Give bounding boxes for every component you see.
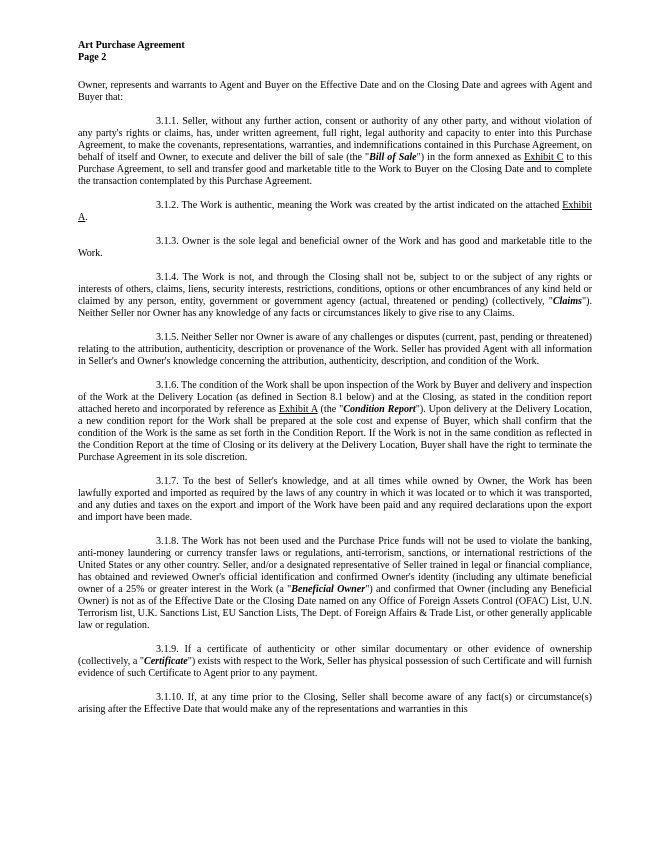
intro-paragraph: Owner, represents and warrants to Agent and Buyer on the Effective Date and on the Closing Date and agrees with Agent and Buyer that:	[78, 80, 592, 103]
section-3-1-6: 3.1.6. The condition of the Work shall be upon inspection of the Work by Buyer and delivery and inspection of the Work at the Delivery Location (as defined in Section 8.1 below) and at the Closing, as stated in the condition report attached hereto and incorporated by reference as Exhibit A (the "Condition Report"). Upon delivery at the Delivery Location, a new condition report for the Work shall be prepared at the sole cost and expense of Buyer, which shall confirm that the condition of the Work is the same as set forth in the Condition Report. If the Work is not in the same condition as reflected in the Condition Report at the time of Closing or its delivery at the Delivery Location, Buyer shall have the right to terminate the Purchase Agreement in its sole discretion.	[78, 380, 593, 463]
document-title: Art Purchase Agreement	[78, 40, 185, 51]
section-3-1-9: 3.1.9. If a certificate of authenticity or other similar documentary or other evidence of ownership (collectively, a "Certificate") exists with respect to the Work, Seller has physical possession of such Certificate and will furnish evidence of such Certificate to Agent prior to any payment.	[78, 644, 592, 679]
section-3-1-3: 3.1.3. Owner is the sole legal and beneficial owner of the Work and has good and marketable title to the Work.	[78, 236, 592, 259]
defined-term-bill-of-sale: Bill of Sale	[369, 152, 417, 163]
section-3-1-8: 3.1.8. The Work has not been used and the Purchase Price funds will not be used to violate the banking, anti-money laundering or currency transfer laws or regulations, anti-terrorism, sanctions, or international restrictions of the United States or any other country. Seller, and/or a designated representative of Seller trained in legal or financial compliance, has obtained and reviewed Owner's official identification and confirmed Owner's identity (including any ultimate beneficial owner of a 25% or greater interest in the Work (a "Beneficial Owner") and confirmed that Owner (including any Beneficial Owner) is not as of the Effective Date or the Closing Date named on any Office of Foreign Assets Control (OFAC) List, U.N. Terrorism list, U.K. Sanctions List, EU Sanction Lists, The Dept. of Foreign Affairs & Trade List, or other generally applicable law or regulation.	[78, 536, 593, 631]
exhibit-c-reference: Exhibit C	[524, 152, 564, 163]
exhibit-a-reference: Exhibit A	[78, 200, 592, 223]
section-3-1-4: 3.1.4. The Work is not, and through the Closing shall not be, subject to or the subject of any rights or interests of others, claims, liens, security interests, restrictions, conditions, options or other encumbrances of any kind held or claimed by any person, entity, government or government agency (actual, threatened or pending) (collectively, "Claims"). Neither Seller nor Owner has any knowledge of any facts or circumstances likely to give rise to any Claims.	[78, 272, 592, 319]
defined-term-condition-report: Condition Report	[343, 404, 416, 415]
exhibit-a-reference: Exhibit A	[278, 404, 318, 415]
defined-term-certificate: Certificate	[143, 656, 188, 667]
page-number: Page 2	[78, 52, 107, 63]
section-3-1-5: 3.1.5. Neither Seller nor Owner is aware of any challenges or disputes (current, past, pending or threatened) relating to the attribution, authenticity, description or provenance of the Work. Seller has provided Agent with all information in Seller's and Owner's knowledge concerning the attribution, authenticity, description, and condition of the Work.	[78, 332, 592, 367]
section-3-1-7: 3.1.7. To the best of Seller's knowledge, and at all times while owned by Owner, the Work has been lawfully exported and imported as required by the laws of any country in which it was located or to which it was transported, and any duties and taxes on the export and import of the Work have been paid and any required declarations upon the export and import have been made.	[78, 476, 592, 523]
section-3-1-2: 3.1.2. The Work is authentic, meaning the Work was created by the artist indicated on the attached Exhibit A.	[78, 200, 592, 223]
defined-term-beneficial-owner: Beneficial Owner	[291, 584, 366, 595]
defined-term-claims: Claims	[552, 296, 582, 307]
section-3-1-10: 3.1.10. If, at any time prior to the Closing, Seller shall become aware of any fact(s) or circumstance(s) arising after the Effective Date that would make any of the representations and warranties in this	[78, 692, 592, 715]
page-header	[78, 40, 592, 64]
section-3-1-1: 3.1.1. Seller, without any further action, consent or authority of any other party, and without violation of any party's rights or claims, has, under written agreement, full right, legal authority and capacity to enter into this Purchase Agreement, to make the covenants, representations, warranties, and indemnifications contained in this Purchase Agreement, on behalf of itself and Owner, to execute and deliver the bill of sale (the "Bill of Sale") in the form annexed as Exhibit C to this Purchase Agreement, to sell and transfer good and marketable title to the Work to Buyer on the Closing Date and to complete the transaction contemplated by this Purchase Agreement.	[78, 116, 592, 187]
